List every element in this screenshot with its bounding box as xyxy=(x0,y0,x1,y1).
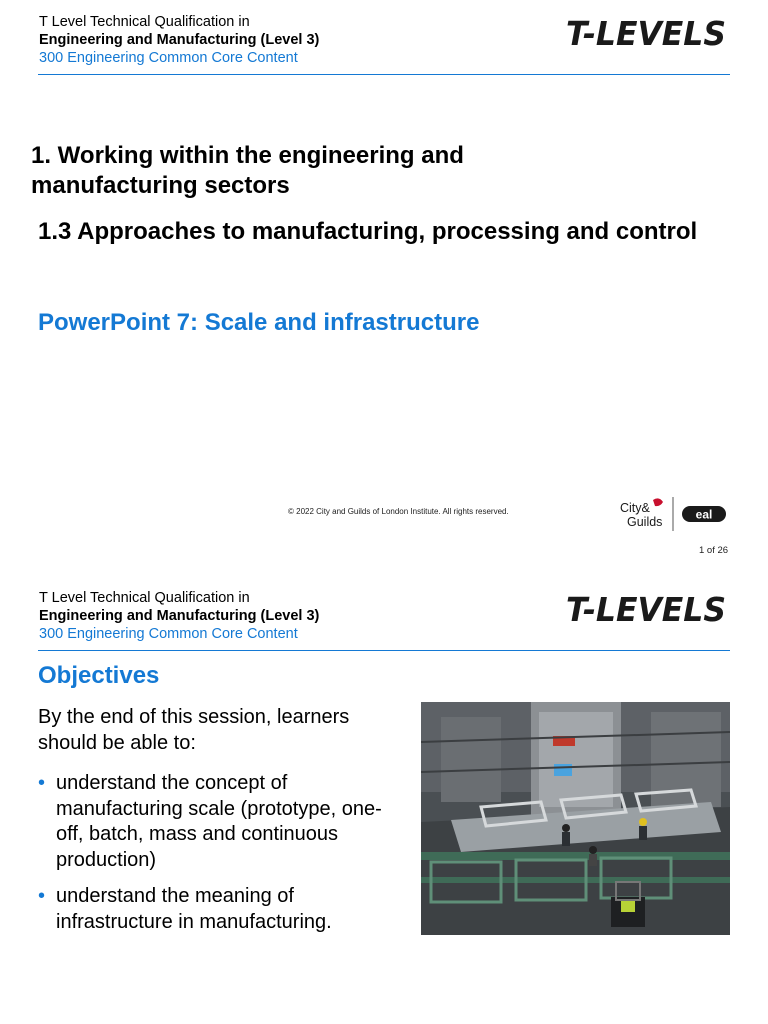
list-item xyxy=(38,884,398,935)
objectives-intro: By the end of this session, learners should be able to: xyxy=(38,706,350,754)
t-levels-logo-text: T-LEVELS xyxy=(566,14,726,50)
section-heading: 1. Working within the engineering and manufacturing sectors xyxy=(31,142,464,199)
powerpoint-title: PowerPoint 7: Scale and infrastructure xyxy=(38,309,480,336)
page-number: 1 of 26 xyxy=(699,545,729,556)
bullet-icon: • xyxy=(38,772,46,794)
slide-objectives xyxy=(0,576,768,1024)
header-subject: Engineering and Manufacturing (Level 3) xyxy=(39,608,320,624)
city-guilds-crest-icon xyxy=(653,498,663,506)
city-guilds-eal-logo xyxy=(617,494,729,534)
t-levels-logo xyxy=(566,590,728,626)
header-content: 300 Engineering Common Core Content xyxy=(39,626,298,642)
objectives-title: Objectives xyxy=(38,662,160,689)
objective-text: understand the meaning of infrastructure in manufacturing. xyxy=(56,885,332,933)
bullet-icon: • xyxy=(38,885,46,907)
header-qualification: T Level Technical Qualification in xyxy=(39,590,250,606)
t-levels-logo-text: T-LEVELS xyxy=(566,590,726,626)
eal-logo-text: eal xyxy=(695,507,713,522)
objectives-list xyxy=(38,771,398,946)
objective-text: understand the concept of manufacturing scale (prototype, one-off, batch, mass and continuous production) xyxy=(56,772,382,871)
header-content: 300 Engineering Common Core Content xyxy=(39,50,298,66)
t-levels-logo xyxy=(566,14,728,50)
header-divider xyxy=(38,74,730,75)
header-qualification: T Level Technical Qualification in xyxy=(39,14,250,30)
header-divider xyxy=(38,650,730,651)
list-item xyxy=(38,771,398,873)
city-guilds-logo-top: City& xyxy=(620,501,650,515)
copyright-notice: © 2022 City and Guilds of London Institute. All rights reserved. xyxy=(288,507,509,516)
factory-photo xyxy=(421,702,730,935)
subsection-heading: 1.3 Approaches to manufacturing, processing and control xyxy=(38,218,698,245)
header-subject: Engineering and Manufacturing (Level 3) xyxy=(39,32,320,48)
city-guilds-logo-bottom: Guilds xyxy=(627,515,663,529)
